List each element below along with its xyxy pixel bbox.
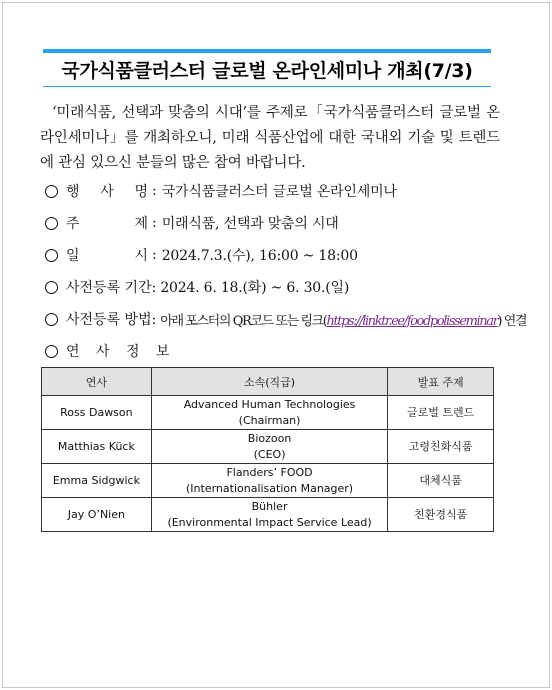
speaker-name: Ross Dawson — [42, 396, 152, 430]
title-bar — [43, 49, 491, 87]
info-event: 행 사 명 : 국가식품클러스터 글로벌 온라인세미나 — [45, 175, 505, 207]
table-row — [42, 498, 494, 532]
info-registration-period — [45, 271, 505, 303]
registration-period-value: 2024. 6. 18.(화) ~ 6. 30.(일) — [160, 280, 350, 296]
table-row — [42, 396, 494, 430]
header-affiliation: 소속(직급) — [151, 368, 388, 396]
theme-label: 주 제 — [66, 216, 148, 232]
registration-method-label: 사전등록 방법: — [66, 312, 157, 328]
event-label: 행 사 명 — [66, 184, 148, 200]
speaker-topic: 고령친화식품 — [388, 430, 494, 464]
speaker-affiliation: Biozoon (CEO) — [151, 430, 388, 464]
info-theme: 주 제 : 미래식품, 선택과 맞춤의 시대 — [45, 207, 505, 239]
speaker-affiliation: Advanced Human Technologies (Chairman) — [151, 396, 388, 430]
event-value: 국가식품클러스터 글로벌 온라인세미나 — [161, 184, 397, 200]
page-title: 국가식품클러스터 글로벌 온라인세미나 개최(7/3) — [61, 60, 473, 82]
speaker-name: Matthias Kück — [42, 430, 152, 464]
speakers-heading: 연 사 정 보 — [66, 344, 176, 360]
info-speakers-heading — [45, 335, 505, 367]
speaker-topic: 친환경식품 — [388, 498, 494, 532]
speaker-name: Jay O’Nien — [42, 498, 152, 532]
table-row — [42, 464, 494, 498]
circle-bullet-icon — [45, 217, 58, 230]
speaker-topic: 글로벌 트렌드 — [388, 396, 494, 430]
speaker-affiliation: Bühler (Environmental Impact Service Lead) — [151, 498, 388, 532]
info-registration-method — [45, 303, 527, 335]
header-topic: 발표 주제 — [388, 368, 494, 396]
speaker-table — [41, 367, 494, 532]
circle-bullet-icon — [45, 345, 58, 358]
datetime-label: 일 시 — [66, 248, 148, 264]
intro-paragraph: ‘미래식품, 선택과 맞춤의 시대’를 주제로「국가식품클러스터 글로벌 온라인세미나」를 개최하오니, 미래 식품산업에 대한 국내외 기술 및 트렌드에 관심 있으신 분들의 많은 참여 바랍니다. — [40, 105, 500, 171]
theme-value: 미래식품, 선택과 맞춤의 시대 — [161, 216, 339, 232]
circle-bullet-icon — [45, 313, 58, 326]
info-list — [45, 175, 527, 367]
info-datetime: 일 시 : 2024.7.3.(수), 16:00 ~ 18:00 — [45, 239, 505, 271]
registration-link[interactable]: https://linktr.ee/foodpolisseminar — [326, 313, 498, 329]
table-row — [42, 430, 494, 464]
circle-bullet-icon — [45, 281, 58, 294]
speaker-name: Emma Sidgwick — [42, 464, 152, 498]
table-header-row — [42, 368, 494, 396]
header-speaker: 연사 — [42, 368, 152, 396]
registration-method-value: 아래 포스터의 QR코드 또는 링크(https://linktr.ee/foodpolisseminar) 연결 — [160, 313, 527, 329]
speaker-topic: 대체식품 — [388, 464, 494, 498]
circle-bullet-icon — [45, 185, 58, 198]
registration-period-label: 사전등록 기간: — [66, 280, 157, 296]
datetime-value: 2024.7.3.(수), 16:00 ~ 18:00 — [161, 248, 358, 264]
speaker-affiliation: Flanders’ FOOD (Internationalisation Manager) — [151, 464, 388, 498]
circle-bullet-icon — [45, 249, 58, 262]
